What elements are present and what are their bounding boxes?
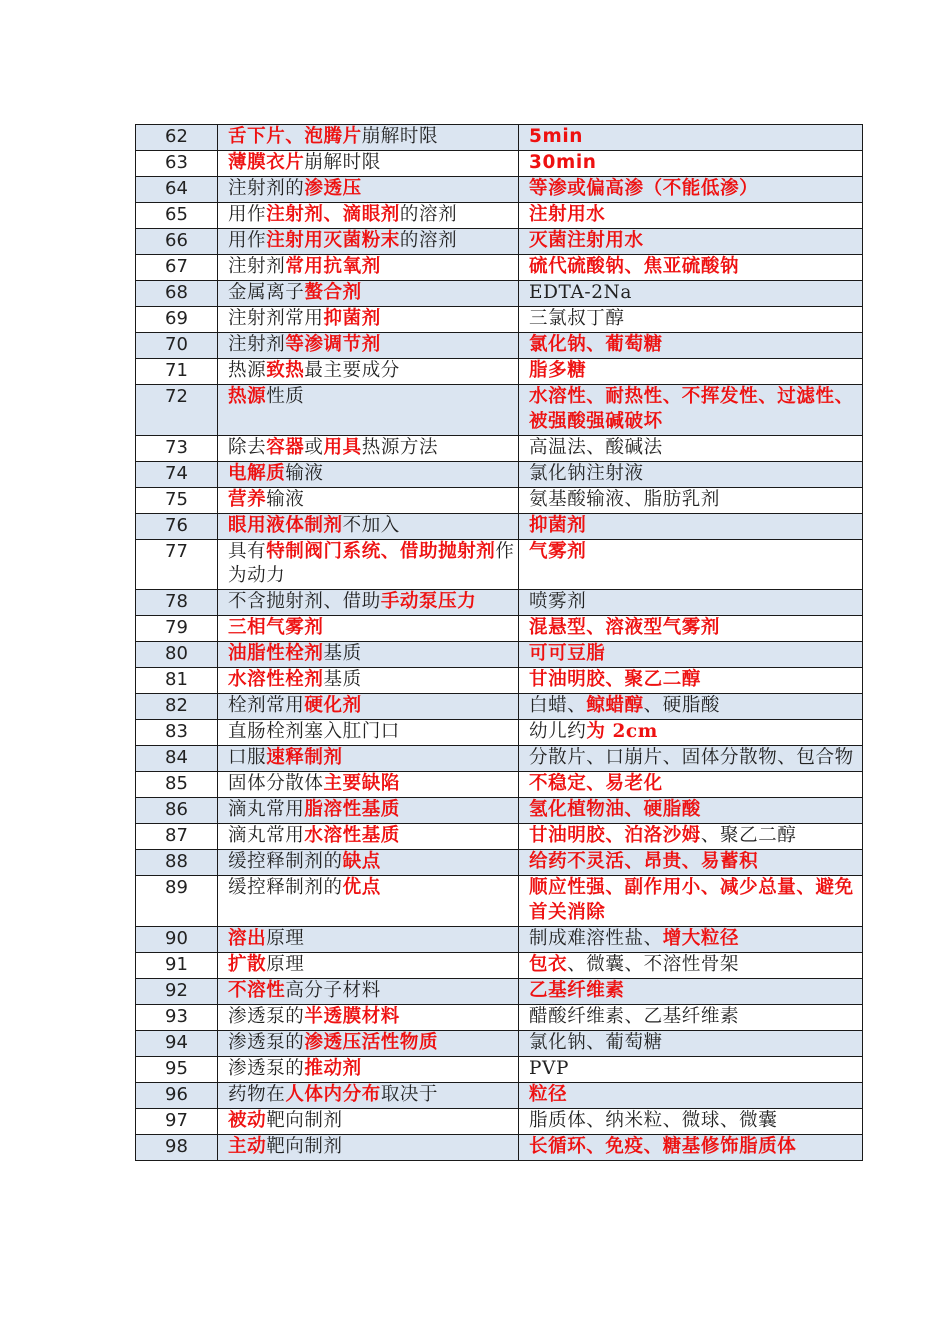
plain-text: 的溶剂 (399, 204, 458, 225)
plain-text: 注射剂常用 (228, 308, 324, 329)
plain-text: 输液 (285, 462, 324, 484)
answer-cell (519, 876, 863, 927)
question-cell (218, 642, 519, 668)
table-row (136, 307, 863, 333)
question-cell (218, 487, 519, 513)
plain-text: 原理 (266, 927, 305, 949)
plain-text: 金属离子 (228, 282, 305, 303)
row-number: 95 (136, 1056, 218, 1082)
table-row (136, 590, 863, 616)
answer-cell (519, 1004, 863, 1030)
highlight-text: 注射剂、滴眼剂 (266, 204, 400, 225)
question-cell (218, 1082, 519, 1108)
plain-text: 用作 (228, 230, 267, 251)
table-row (136, 203, 863, 229)
plain-text: 高分子材料 (285, 979, 381, 1001)
row-number: 84 (136, 746, 218, 772)
answer-cell (519, 772, 863, 798)
knowledge-table-body (136, 125, 863, 1161)
highlight-text: 顺应性强、副作用小、减少总量、避免首关消除 (529, 877, 854, 923)
question-cell (218, 177, 519, 203)
table-row (136, 824, 863, 850)
highlight-text: 5min (529, 126, 584, 147)
plain-text: 三氯叔丁醇 (529, 308, 625, 329)
highlight-text: 人体内分布 (285, 1083, 381, 1105)
answer-cell (519, 435, 863, 461)
highlight-text: 半透膜材料 (304, 1005, 400, 1027)
question-cell (218, 359, 519, 385)
answer-cell (519, 333, 863, 359)
answer-cell (519, 539, 863, 590)
plain-text: 作为动力 (228, 540, 515, 587)
question-cell (218, 746, 519, 772)
plain-text: 取决于 (380, 1083, 439, 1105)
plain-text: 靶向制剂 (266, 1109, 343, 1131)
row-number: 93 (136, 1004, 218, 1030)
question-cell (218, 513, 519, 539)
highlight-text: 甘油明胶、泊洛沙姆 (529, 825, 701, 847)
highlight-text: 特制阀门系统、借助抛射剂 (266, 540, 496, 562)
highlight-text: 舌下片、泡腾片 (228, 126, 362, 147)
highlight-text: 抑菌剂 (323, 308, 381, 329)
row-number: 63 (136, 151, 218, 177)
highlight-text: 三相气雾剂 (228, 617, 324, 639)
plain-text: 除去 (228, 436, 267, 458)
plain-text: 喷雾剂 (529, 591, 587, 613)
question-cell (218, 590, 519, 616)
plain-text: 幼儿约 (529, 721, 587, 743)
table-row (136, 616, 863, 642)
table-row (136, 668, 863, 694)
highlight-text: 营养 (228, 488, 267, 510)
row-number: 91 (136, 952, 218, 978)
answer-cell (519, 694, 863, 720)
highlight-text: 推动剂 (304, 1057, 362, 1079)
highlight-text: 常用抗氧剂 (285, 256, 381, 277)
row-number: 97 (136, 1108, 218, 1134)
answer-cell (519, 720, 863, 746)
plain-text: 氯化钠注射液 (529, 462, 644, 484)
highlight-text: 薄膜衣片 (228, 152, 305, 173)
highlight-text: 抑菌剂 (529, 514, 587, 536)
row-number: 94 (136, 1030, 218, 1056)
table-row (136, 255, 863, 281)
question-cell (218, 720, 519, 746)
row-number: 77 (136, 539, 218, 590)
plain-text: 制成难溶性盐、 (529, 927, 663, 949)
answer-cell (519, 255, 863, 281)
row-number: 81 (136, 668, 218, 694)
plain-text: 输液 (266, 488, 305, 510)
plain-text: 用作 (228, 204, 267, 225)
row-number: 62 (136, 125, 218, 151)
plain-text: 注射剂的 (228, 178, 305, 199)
row-number: 70 (136, 333, 218, 359)
highlight-text: 30min (529, 152, 597, 173)
answer-cell (519, 281, 863, 307)
highlight-text: 注射用灭菌粉末 (266, 230, 400, 251)
table-row (136, 850, 863, 876)
highlight-text: 注射用水 (529, 204, 606, 225)
table-row (136, 333, 863, 359)
plain-text: 具有 (228, 540, 267, 562)
answer-cell (519, 203, 863, 229)
plain-text: 热源方法 (361, 436, 439, 458)
highlight-text: 增大粒径 (662, 927, 740, 949)
highlight-text: 水溶性基质 (304, 825, 400, 847)
answer-cell (519, 229, 863, 255)
plain-text: 不加入 (342, 514, 400, 536)
highlight-text: 等渗调节剂 (285, 334, 381, 355)
row-number: 75 (136, 487, 218, 513)
answer-cell (519, 1108, 863, 1134)
row-number: 96 (136, 1082, 218, 1108)
table-row (136, 772, 863, 798)
question-cell (218, 333, 519, 359)
plain-text: 基质 (323, 643, 362, 665)
answer-cell (519, 487, 863, 513)
question-cell (218, 255, 519, 281)
highlight-text: 螯合剂 (304, 282, 362, 303)
answer-cell (519, 461, 863, 487)
answer-cell (519, 642, 863, 668)
highlight-text: 速释制剂 (266, 747, 343, 769)
highlight-text: 等渗或偏高渗（不能低渗） (529, 178, 759, 199)
answer-cell (519, 616, 863, 642)
table-row (136, 435, 863, 461)
highlight-text: 可可豆脂 (529, 643, 606, 665)
row-number: 78 (136, 590, 218, 616)
plain-text: 渗透泵的 (228, 1057, 305, 1079)
highlight-text: 鲸蜡醇 (586, 695, 644, 717)
answer-cell (519, 151, 863, 177)
answer-cell (519, 1134, 863, 1160)
answer-cell (519, 385, 863, 436)
plain-text: 滴丸常用 (228, 799, 305, 821)
answer-cell (519, 798, 863, 824)
table-row (136, 281, 863, 307)
table-row (136, 694, 863, 720)
highlight-text: 容器 (266, 436, 305, 458)
plain-text: 最主要成分 (304, 360, 400, 381)
plain-text: 脂质体、纳米粒、微球、微囊 (529, 1109, 778, 1131)
table-row (136, 642, 863, 668)
highlight-text: 混悬型、溶液型气雾剂 (529, 617, 721, 639)
row-number: 72 (136, 385, 218, 436)
question-cell (218, 772, 519, 798)
question-cell (218, 1056, 519, 1082)
highlight-text: 主动 (228, 1135, 267, 1157)
table-row (136, 1082, 863, 1108)
plain-text: 注射剂 (228, 256, 286, 277)
row-number: 98 (136, 1134, 218, 1160)
answer-cell (519, 1030, 863, 1056)
highlight-text: 溶出 (228, 927, 267, 949)
row-number: 69 (136, 307, 218, 333)
question-cell (218, 978, 519, 1004)
highlight-text: 热源 (228, 386, 267, 407)
highlight-text: 长循环、免疫、糖基修饰脂质体 (529, 1135, 797, 1157)
table-row (136, 1004, 863, 1030)
row-number: 66 (136, 229, 218, 255)
plain-text: 崩解时限 (304, 152, 381, 173)
answer-cell (519, 746, 863, 772)
plain-text: 、微囊、不溶性骨架 (567, 953, 740, 975)
answer-cell (519, 177, 863, 203)
question-cell (218, 926, 519, 952)
highlight-text: 眼用液体制剂 (228, 514, 343, 536)
plain-text: 不含抛射剂、借助 (228, 591, 381, 613)
question-cell (218, 1004, 519, 1030)
question-cell (218, 694, 519, 720)
highlight-text: 渗透压活性物质 (304, 1031, 439, 1053)
plain-text: 原理 (266, 953, 305, 975)
plain-text: 高温法、酸碱法 (529, 436, 663, 458)
plain-text: PVP (529, 1057, 570, 1079)
table-row (136, 926, 863, 952)
question-cell (218, 461, 519, 487)
table-row (136, 125, 863, 151)
row-number: 89 (136, 876, 218, 927)
row-number: 87 (136, 824, 218, 850)
table-row (136, 487, 863, 513)
question-cell (218, 1108, 519, 1134)
plain-text: 氯化钠、葡萄糖 (529, 1031, 663, 1053)
question-cell (218, 824, 519, 850)
highlight-text: 主要缺陷 (323, 773, 400, 795)
highlight-text: 硫代硫酸钠、焦亚硫酸钠 (529, 256, 740, 277)
plain-text: 栓剂常用 (228, 695, 305, 717)
highlight-text: 甘油明胶、聚乙二醇 (529, 669, 701, 691)
plain-text: 口服 (228, 747, 267, 769)
plain-text: 、硬脂酸 (643, 695, 721, 717)
highlight-text: 粒径 (529, 1083, 568, 1105)
row-number: 86 (136, 798, 218, 824)
question-cell (218, 435, 519, 461)
row-number: 71 (136, 359, 218, 385)
highlight-text: 给药不灵活、昂贵、易蓄积 (529, 851, 759, 873)
question-cell (218, 203, 519, 229)
highlight-text: 水溶性、耐热性、不挥发性、过滤性、 被强酸强碱破坏 (529, 386, 854, 432)
plain-text: 氨基酸输液、脂肪乳剂 (529, 488, 721, 510)
answer-cell (519, 952, 863, 978)
highlight-text: 脂多糖 (529, 360, 587, 381)
table-row (136, 359, 863, 385)
question-cell (218, 229, 519, 255)
table-row (136, 952, 863, 978)
row-number: 80 (136, 642, 218, 668)
plain-text: 、聚乙二醇 (700, 825, 797, 847)
table-row (136, 461, 863, 487)
plain-text: 渗透泵的 (228, 1005, 305, 1027)
answer-cell (519, 1082, 863, 1108)
table-row (136, 1030, 863, 1056)
highlight-text: 缺点 (342, 851, 381, 873)
row-number: 90 (136, 926, 218, 952)
highlight-text: 被动 (228, 1109, 267, 1131)
answer-cell (519, 850, 863, 876)
plain-text: 基质 (323, 669, 362, 691)
plain-text: 渗透泵的 (228, 1031, 305, 1053)
table-row (136, 177, 863, 203)
plain-text: 缓控释制剂的 (228, 851, 343, 873)
question-cell (218, 952, 519, 978)
answer-cell (519, 513, 863, 539)
row-number: 67 (136, 255, 218, 281)
highlight-text: 水溶性栓剂 (228, 669, 324, 691)
highlight-text: 致热 (266, 360, 305, 381)
row-number: 73 (136, 435, 218, 461)
plain-text: 性质 (266, 386, 305, 407)
question-cell (218, 1134, 519, 1160)
question-cell (218, 539, 519, 590)
question-cell (218, 876, 519, 927)
plain-text: 药物在 (228, 1083, 286, 1105)
answer-cell (519, 978, 863, 1004)
plain-text: EDTA-2Na (529, 282, 633, 303)
answer-cell (519, 590, 863, 616)
highlight-text: 不溶性 (228, 979, 286, 1001)
row-number: 65 (136, 203, 218, 229)
row-number: 85 (136, 772, 218, 798)
row-number: 79 (136, 616, 218, 642)
question-cell (218, 307, 519, 333)
question-cell (218, 798, 519, 824)
plain-text: 直肠栓剂塞入肛门口 (228, 721, 400, 743)
row-number: 74 (136, 461, 218, 487)
answer-cell (519, 307, 863, 333)
row-number: 82 (136, 694, 218, 720)
answer-cell (519, 824, 863, 850)
plain-text: 固体分散体 (228, 773, 324, 795)
answer-cell (519, 359, 863, 385)
answer-cell (519, 926, 863, 952)
plain-text: 缓控释制剂的 (228, 877, 343, 899)
table-row (136, 798, 863, 824)
question-cell (218, 668, 519, 694)
highlight-text: 氢化植物油、硬脂酸 (529, 799, 701, 821)
answer-cell (519, 125, 863, 151)
plain-text: 或 (304, 436, 324, 458)
question-cell (218, 281, 519, 307)
row-number: 64 (136, 177, 218, 203)
question-cell (218, 1030, 519, 1056)
plain-text: 热源 (228, 360, 267, 381)
question-cell (218, 385, 519, 436)
table-row (136, 229, 863, 255)
row-number: 83 (136, 720, 218, 746)
row-number: 92 (136, 978, 218, 1004)
plain-text: 滴丸常用 (228, 825, 305, 847)
highlight-text: 氯化钠、葡萄糖 (529, 334, 663, 355)
question-cell (218, 151, 519, 177)
highlight-text: 脂溶性基质 (304, 799, 400, 821)
table-row (136, 746, 863, 772)
table-row (136, 1108, 863, 1134)
table-row (136, 539, 863, 590)
table-row (136, 1134, 863, 1160)
table-row (136, 513, 863, 539)
row-number: 88 (136, 850, 218, 876)
table-row (136, 978, 863, 1004)
highlight-text: 包衣 (529, 953, 568, 975)
highlight-text: 渗透压 (304, 178, 362, 199)
highlight-text: 气雾剂 (529, 540, 587, 562)
highlight-text: 不稳定、易老化 (529, 773, 663, 795)
question-cell (218, 125, 519, 151)
table-row (136, 385, 863, 436)
row-number: 76 (136, 513, 218, 539)
plain-text: 注射剂 (228, 334, 286, 355)
question-cell (218, 850, 519, 876)
highlight-text: 乙基纤维素 (529, 979, 625, 1001)
table-row (136, 720, 863, 746)
highlight-text: 为 2cm (586, 721, 658, 743)
plain-text: 醋酸纤维素、乙基纤维素 (529, 1005, 740, 1027)
answer-cell (519, 1056, 863, 1082)
plain-text: 白蜡、 (529, 695, 587, 717)
table-row (136, 1056, 863, 1082)
highlight-text: 优点 (342, 877, 381, 899)
row-number: 68 (136, 281, 218, 307)
highlight-text: 硬化剂 (304, 695, 362, 717)
answer-cell (519, 668, 863, 694)
highlight-text: 灭菌注射用水 (529, 230, 644, 251)
highlight-text: 电解质 (228, 462, 286, 484)
plain-text: 崩解时限 (361, 126, 439, 147)
question-cell (218, 616, 519, 642)
plain-text: 靶向制剂 (266, 1135, 343, 1157)
table-row (136, 151, 863, 177)
table-row (136, 876, 863, 927)
highlight-text: 扩散 (228, 953, 267, 975)
highlight-text: 用具 (323, 436, 362, 458)
highlight-text: 油脂性栓剂 (228, 643, 324, 665)
highlight-text: 手动泵压力 (380, 591, 477, 613)
plain-text: 分散片、口崩片、固体分散物、包合物 (529, 747, 854, 769)
plain-text: 的溶剂 (399, 230, 458, 251)
knowledge-table (135, 124, 863, 1161)
